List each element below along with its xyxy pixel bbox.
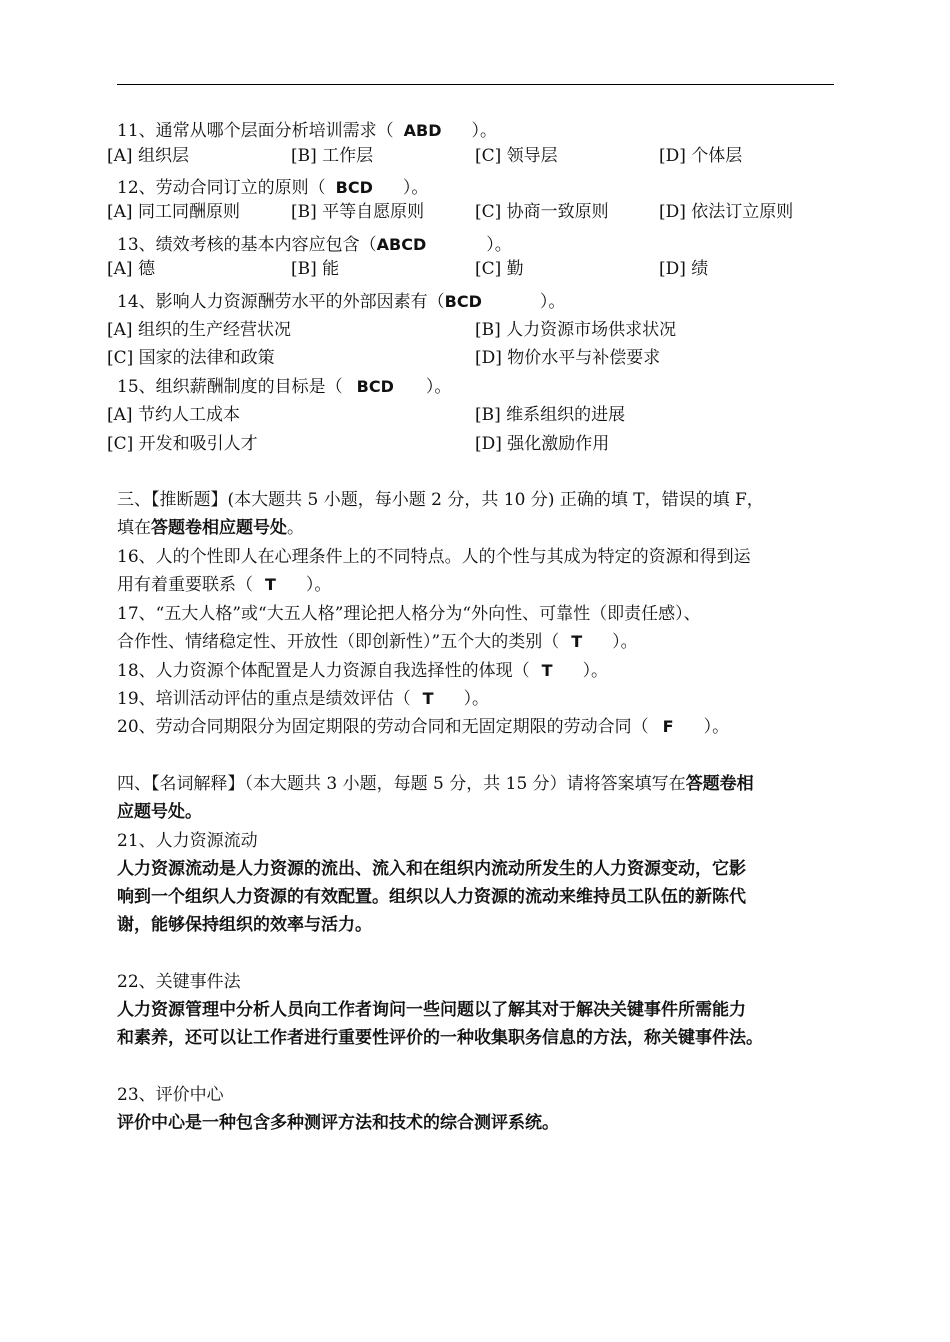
option-d: [D] 个体层 xyxy=(659,146,743,166)
option-c: [C] 领导层 xyxy=(475,146,558,166)
option-a: [A] 组织层 xyxy=(107,146,189,166)
option-d: [D] 依法订立原则 xyxy=(659,202,794,222)
option-a: [A] 德 xyxy=(107,259,155,279)
option-d: [D] 物价水平与补偿要求 xyxy=(475,348,661,368)
answer: T xyxy=(571,632,583,651)
term-definition-line: 谢，能够保持组织的效率与活力。 xyxy=(117,915,372,935)
answer: ABCD xyxy=(376,235,427,254)
option-a: [A] 同工同酬原则 xyxy=(107,202,240,222)
term-definition-line: 人力资源管理中分析人员向工作者询问一些问题以了解其对于解决关键事件所需能力 xyxy=(117,1000,746,1020)
term-definition-line: 人力资源流动是人力资源的流出、流入和在组织内流动所发生的人力资源变动，它影 xyxy=(117,859,746,879)
option-b: [B] 人力资源市场供求状况 xyxy=(475,320,677,340)
option-b: [B] 能 xyxy=(291,259,340,279)
term-definition-line: 和素养，还可以让工作者进行重要性评价的一种收集职务信息的方法，称关键事件法。 xyxy=(117,1028,763,1048)
question-stem: 11、通常从哪个层面分析培训需求（ ABD ）。 xyxy=(117,121,497,141)
term-title: 21、人力资源流动 xyxy=(117,831,258,851)
term-title: 22、关键事件法 xyxy=(117,972,241,992)
option-a: [A] 组织的生产经营状况 xyxy=(107,320,291,340)
question-stem: 12、劳动合同订立的原则（ BCD ）。 xyxy=(117,178,429,198)
answer: BCD xyxy=(335,178,373,197)
option-b: [B] 维系组织的进展 xyxy=(475,405,626,425)
term-definition-line: 响到一个组织人力资源的有效配置。组织以人力资源的流动来维持员工队伍的新陈代 xyxy=(117,887,746,907)
option-a: [A] 节约人工成本 xyxy=(107,405,240,425)
question-stem: 14、影响人力资源酬劳水平的外部因素有（BCD ）。 xyxy=(117,292,566,312)
answer: F xyxy=(662,717,674,736)
option-c: [C] 勤 xyxy=(475,259,524,279)
question-stem: 13、绩效考核的基本内容应包含（ABCD ）。 xyxy=(117,235,512,255)
option-d: [D] 绩 xyxy=(659,259,709,279)
answer: T xyxy=(422,689,434,708)
option-b: [B] 工作层 xyxy=(291,146,374,166)
answer: ABD xyxy=(403,121,442,140)
header-rule xyxy=(117,84,834,85)
answer: BCD xyxy=(356,377,394,396)
answer: T xyxy=(541,661,553,680)
answer: BCD xyxy=(444,292,482,311)
option-c: [C] 国家的法律和政策 xyxy=(107,348,275,368)
question-stem: 15、组织薪酬制度的目标是（ BCD ）。 xyxy=(117,377,452,397)
term-definition-line: 评价中心是一种包含多种测评方法和技术的综合测评系统。 xyxy=(117,1113,559,1133)
option-b: [B] 平等自愿原则 xyxy=(291,202,425,222)
option-d: [D] 强化激励作用 xyxy=(475,434,610,454)
answer: T xyxy=(265,575,276,594)
option-c: [C] 协商一致原则 xyxy=(475,202,609,222)
option-c: [C] 开发和吸引人才 xyxy=(107,434,258,454)
term-title: 23、评价中心 xyxy=(117,1085,224,1105)
